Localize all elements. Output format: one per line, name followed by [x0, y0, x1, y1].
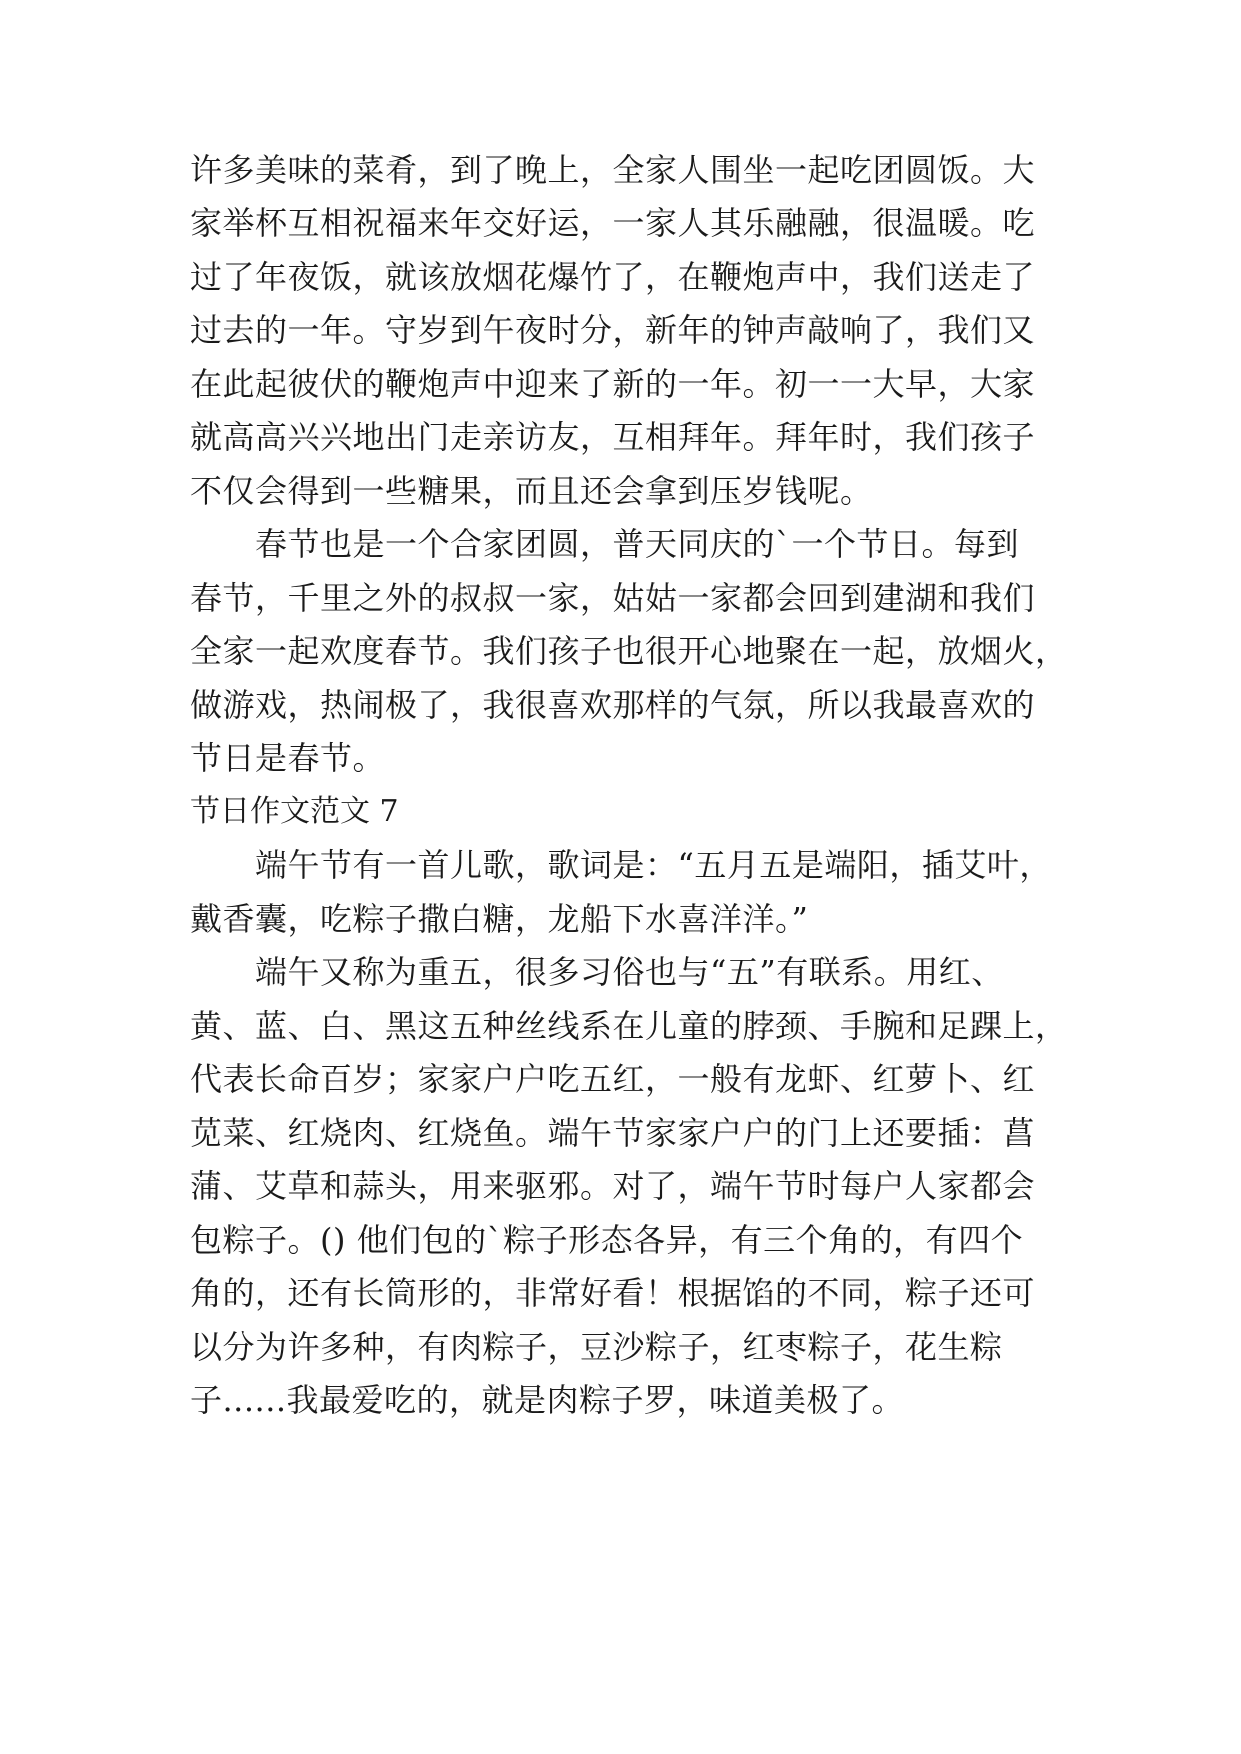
- paragraph-line: 春节也是一个合家团圆，普天同庆的`一个节日。每到: [255, 525, 1020, 563]
- paragraph-line: 包粽子。() 他们包的`粽子形态各异，有三个角的，有四个: [190, 1221, 1024, 1259]
- paragraph-line: 就高高兴兴地出门走亲访友，互相拜年。拜年时，我们孩子: [190, 418, 1036, 456]
- paragraph-line: 全家一起欢度春节。我们孩子也很开心地聚在一起，放烟火，: [190, 632, 1068, 670]
- paragraph-line: 角的，还有长筒形的，非常好看！根据馅的不同，粽子还可: [190, 1274, 1036, 1312]
- paragraph-line: 过了年夜饭，就该放烟花爆竹了，在鞭炮声中，我们送走了: [190, 258, 1036, 296]
- paragraph-line: 做游戏，热闹极了，我很喜欢那样的气氛，所以我最喜欢的: [190, 686, 1036, 724]
- paragraph-line: 端午节有一首儿歌，歌词是：“五月五是端阳，插艾叶，: [255, 846, 1052, 884]
- paragraph-line: 黄、蓝、白、黑这五种丝线系在儿童的脖颈、手腕和足踝上，: [190, 1007, 1068, 1045]
- paragraph-line: 节日是春节。: [190, 739, 386, 777]
- paragraph-line: 苋菜、红烧肉、红烧鱼。端午节家家户户的门上还要插：菖: [190, 1114, 1036, 1152]
- paragraph-line: 以分为许多种，有肉粽子，豆沙粽子，红枣粽子，花生粽: [190, 1328, 1003, 1366]
- paragraph-line: 过去的一年。守岁到午夜时分，新年的钟声敲响了，我们又: [190, 311, 1036, 349]
- paragraph-line: 子......我最爱吃的，就是肉粽子罗，味道美极了。: [190, 1381, 905, 1419]
- paragraph-line: 在此起彼伏的鞭炮声中迎来了新的一年。初一一大早，大家: [190, 365, 1036, 403]
- paragraph-line: 春节，千里之外的叔叔一家，姑姑一家都会回到建湖和我们: [190, 579, 1036, 617]
- paragraph-line: 家举杯互相祝福来年交好运，一家人其乐融融，很温暖。吃: [190, 204, 1036, 242]
- paragraph-line: 许多美味的菜肴，到了晚上，全家人围坐一起吃团圆饭。大: [190, 151, 1036, 189]
- paragraph-line: 不仅会得到一些糖果，而且还会拿到压岁钱呢。: [190, 472, 873, 510]
- paragraph-line: 戴香囊，吃粽子撒白糖，龙船下水喜洋洋。”: [190, 900, 809, 938]
- section-heading: 节日作文范文 7: [190, 794, 399, 829]
- paragraph-line: 端午又称为重五，很多习俗也与“五”有联系。用红、: [255, 953, 1004, 991]
- paragraph-line: 代表长命百岁；家家户户吃五红，一般有龙虾、红萝卜、红: [190, 1060, 1036, 1098]
- paragraph-line: 蒲、艾草和蒜头，用来驱邪。对了，端午节时每户人家都会: [190, 1167, 1036, 1205]
